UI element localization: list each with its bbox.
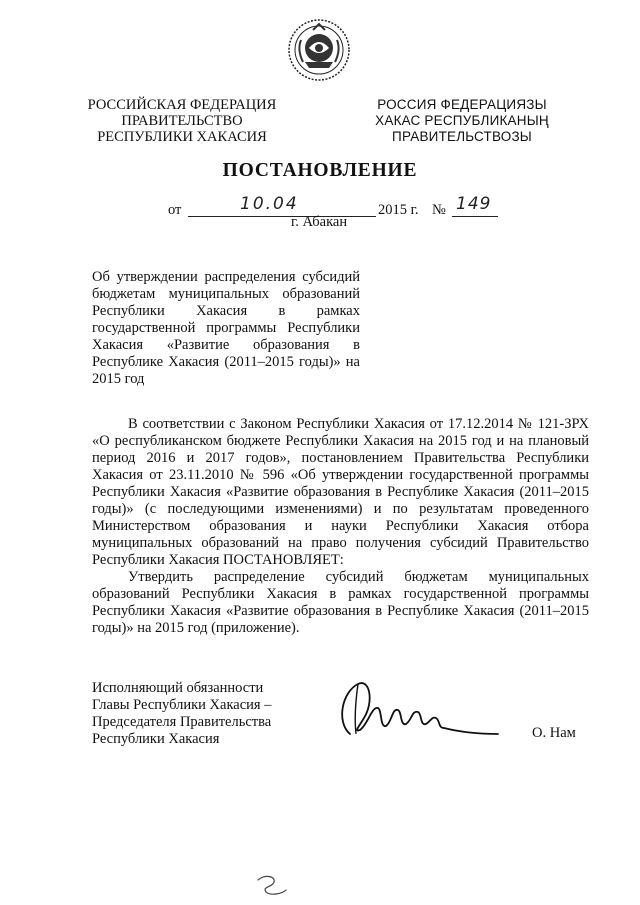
signatory-line-2: Главы Республики Хакасия –: [92, 697, 272, 713]
handwritten-number: 149: [456, 194, 492, 214]
date-from-label: от: [168, 202, 182, 218]
signatory-line-3: Председателя Правительства: [92, 714, 272, 730]
signatory-line-1: Исполняющий обязанности: [92, 680, 264, 696]
subject-text: Об утверждении распределения субсидий бюджетам муниципальных образований Республики Хакасия в рамках государственной программы Республики Хакасия «Развитие образования в Республике Хакасия (2011–2015 годы)» на 2015 год: [92, 269, 360, 387]
handwritten-signature: [330, 672, 510, 752]
header-right-line-1: РОССИЯ ФЕДЕРАЦИЯЗЫ: [377, 97, 547, 112]
body-paragraph-1: В соответствии с Законом Республики Хакасия от 17.12.2014 № 121-ЗРХ «О республиканском бюджете Республики Хакасия на 2015 год и на плановый период 2016 и 2017 годов», постановлением Правительства Республики Хакасия от 23.11.2010 № 596 «Об утверждении государственной программы Республики Хакасия «Развитие образования в Республике Хакасия (2011–2015 годы)» (с последующими изменениями) и по результатам проведенного Министерством образования и науки Республики Хакасия отбора муниципальных образований на право получения субсидий Правительство Республики Хакасия ПОСТАНОВЛЯЕТ:: [92, 416, 589, 568]
header-right-line-3: ПРАВИТЕЛЬСТВОЗЫ: [392, 129, 532, 144]
coat-of-arms-emblem: [287, 18, 351, 82]
header-left-russian: [82, 97, 282, 145]
resolution-body: [92, 416, 589, 637]
date-underline: [188, 216, 376, 217]
header-left-line-2: ПРАВИТЕЛЬСТВО: [121, 113, 243, 129]
header-right-line-2: ХАКАС РЕСПУБЛИКАНЫҢ: [375, 113, 549, 128]
body-paragraph-2: Утвердить распределение субсидий бюджетам муниципальных образований Республики Хакасия в рамках государственной программы Республики Хакасия «Развитие образования в Республике Хакасия (2011–2015 годы)» на 2015 год (приложение).: [92, 569, 589, 636]
number-underline: [452, 216, 498, 217]
signatory-line-4: Республики Хакасия: [92, 731, 220, 747]
handwritten-date: 10.04: [240, 194, 299, 214]
signatory-name: О. Нам: [532, 725, 576, 741]
number-label: №: [432, 202, 446, 218]
city-name: г. Абакан: [291, 214, 348, 230]
header-left-line-3: РЕСПУБЛИКИ ХАКАСИЯ: [97, 129, 267, 145]
date-year: 2015 г.: [378, 202, 419, 218]
handwritten-mark: [252, 872, 292, 898]
header-left-line-1: РОССИЙСКАЯ ФЕДЕРАЦИЯ: [87, 97, 277, 113]
document-title: ПОСТАНОВЛЕНИЕ: [222, 160, 418, 181]
resolution-subject: [92, 269, 360, 388]
header-right-khakas: [356, 97, 568, 145]
signatory-position: [92, 680, 271, 748]
